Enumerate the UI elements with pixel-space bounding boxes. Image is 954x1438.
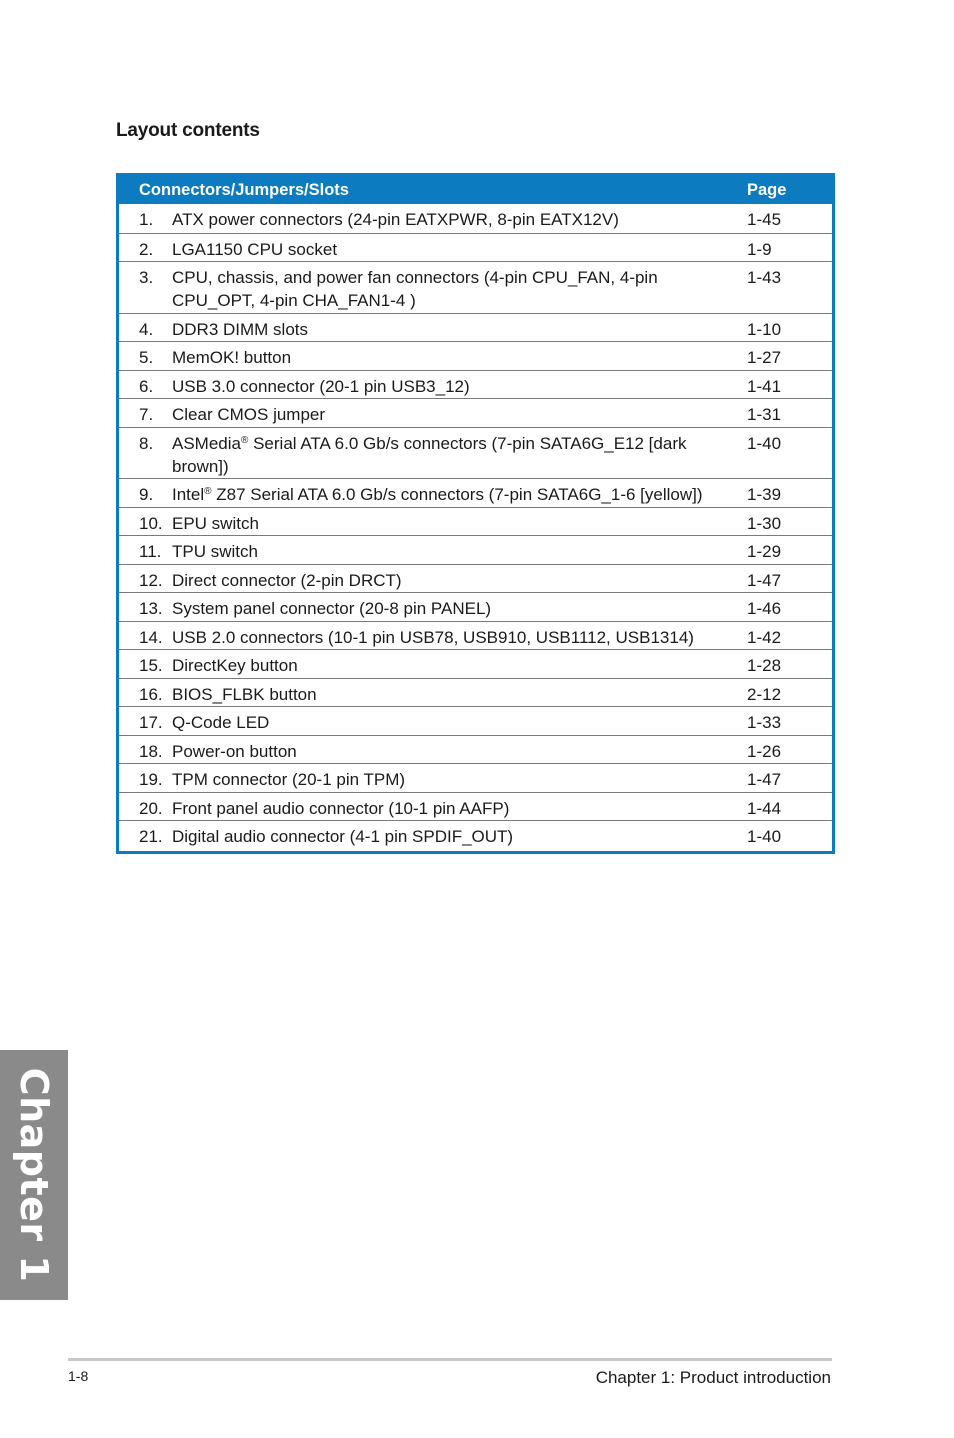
row-description: USB 3.0 connector (20-1 pin USB3_12) [172,377,470,396]
row-page: 1-42 [747,628,782,647]
table-header [119,176,832,204]
row-description: DirectKey button [172,656,298,675]
row-page: 1-39 [747,485,782,504]
row-number: 15. [139,656,163,675]
row-page: 1-27 [747,348,782,367]
row-description: ATX power connectors (24-pin EATXPWR, 8-pin EATX12V) [172,210,619,229]
row-page: 1-9 [747,240,772,259]
row-number: 6. [139,377,154,396]
table-row [119,535,832,564]
registered-mark: ® [240,435,249,446]
row-number: 5. [139,348,154,367]
row-description: DDR3 DIMM slots [172,320,309,339]
row-page: 1-46 [747,599,782,618]
row-description-rest: Serial ATA 6.0 Gb/s connectors (7-pin SATA6G_E12 [dark brown]) [172,434,687,476]
row-number: 7. [139,405,154,424]
row-number: 2. [139,240,154,259]
row-number: 3. [139,268,154,287]
table-row [119,204,832,233]
row-description [172,432,747,478]
row-description: Digital audio connector (4-1 pin SPDIF_OUT) [172,827,514,846]
row-number: 18. [139,742,163,761]
row-description: CPU, chassis, and power fan connectors (4-pin CPU_FAN, 4-pin CPU_OPT, 4-pin CHA_FAN1-4 ) [172,268,658,310]
row-page: 1-30 [747,514,782,533]
table-row [119,370,832,398]
row-page: 1-47 [747,770,782,789]
row-page: 1-45 [747,210,782,229]
registered-mark: ® [204,486,212,497]
table-row [119,478,832,507]
table-row [119,233,832,261]
row-description: BIOS_FLBK button [172,685,317,704]
table-row [119,341,832,370]
table-row [119,678,832,706]
table-row [119,820,832,851]
row-page: 1-28 [747,656,782,675]
row-page: 1-41 [747,377,782,396]
row-description: Power-on button [172,742,297,761]
footer-chapter-title: Chapter 1: Product introduction [595,1368,831,1387]
table-row [119,763,832,792]
table-row [119,706,832,735]
row-number: 20. [139,799,163,818]
table-row [119,735,832,763]
footer-divider [68,1358,832,1361]
row-page: 1-43 [747,268,782,287]
row-description-brand: Intel [172,485,205,504]
row-page: 1-10 [747,320,782,339]
row-page: 1-44 [747,799,782,818]
table-row [119,398,832,427]
row-description-brand: ASMedia [172,434,241,453]
row-page: 1-31 [747,405,782,424]
table-row [119,261,832,313]
chapter-tab [0,1050,68,1300]
table-row [119,427,832,478]
row-description: LGA1150 CPU socket [172,240,338,259]
row-number: 17. [139,713,163,732]
chapter-tab-label: Chapter 1 [12,1067,56,1283]
row-number: 21. [139,827,163,846]
row-description: TPU switch [172,542,258,561]
table-row [119,621,832,649]
row-description: System panel connector (20-8 pin PANEL) [172,599,492,618]
row-page: 1-47 [747,571,782,590]
row-number: 1. [139,210,154,229]
row-number: 19. [139,770,163,789]
row-number: 11. [139,542,162,561]
row-number: 4. [139,320,154,339]
row-number: 13. [139,599,163,618]
row-number: 10. [139,514,163,533]
layout-contents-table [116,173,835,854]
row-description: EPU switch [172,514,259,533]
row-description: Q-Code LED [172,713,270,732]
row-number: 16. [139,685,163,704]
row-number: 9. [139,485,154,504]
row-description: USB 2.0 connectors (10-1 pin USB78, USB910, USB1112, USB1314) [172,628,694,647]
row-page: 1-40 [747,827,782,846]
row-page: 1-26 [747,742,782,761]
row-description: TPM connector (20-1 pin TPM) [172,770,406,789]
table-row [119,313,832,341]
table-body [119,204,832,851]
header-page: Page [747,180,787,199]
row-description: MemOK! button [172,348,292,367]
row-description-rest: Z87 Serial ATA 6.0 Gb/s connectors (7-pin SATA6G_1-6 [yellow]) [211,485,703,504]
section-title: Layout contents [116,120,260,141]
row-description: Direct connector (2-pin DRCT) [172,571,402,590]
row-number: 14. [139,628,163,647]
table-row [119,649,832,678]
row-page: 1-33 [747,713,782,732]
row-description: Clear CMOS jumper [172,405,326,424]
row-page: 1-29 [747,542,782,561]
row-description [172,483,747,507]
row-number: 12. [139,571,163,590]
footer-page-number: 1-8 [68,1368,89,1384]
table-row [119,507,832,535]
row-number: 8. [139,434,154,453]
table-row [119,564,832,592]
row-description: Front panel audio connector (10-1 pin AAFP) [172,799,510,818]
table-row [119,792,832,820]
row-page: 2-12 [747,685,782,704]
row-page: 1-40 [747,434,782,453]
header-connectors: Connectors/Jumpers/Slots [139,180,349,199]
table-row [119,592,832,621]
